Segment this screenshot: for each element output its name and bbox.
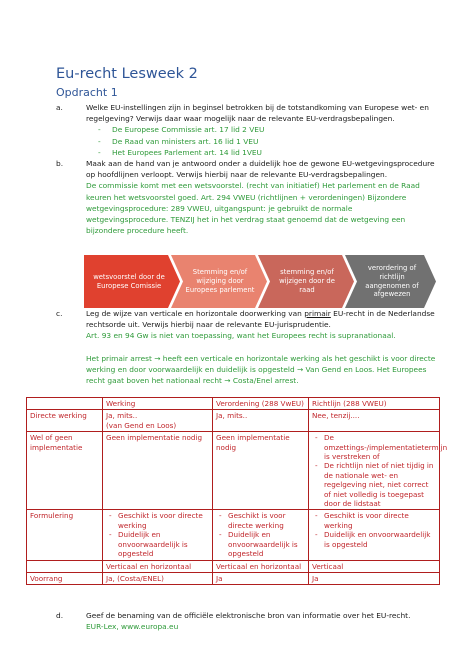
question-c: [56, 308, 436, 386]
table-cell: Geen implementatie nodig: [213, 432, 309, 510]
table-row: [27, 572, 440, 584]
table-cell: Ja: [213, 572, 309, 584]
answer-b-text: De commissie komt met een wetsvoorstel. (recht van initiatief) Het parlement en de Raad keuren het wetsvoorstel goed. Art. 294 VWEU (richtlijnen + verordeningen) Bijzondere wetgevingsprocedure: 289 VWEU, uitgangspunt: je gebruikt de normale wetgevingsprocedure. TENZIJ het in het verdrag staat genoemd dat de wetgeving een bijzondere procedure heeft.: [86, 181, 420, 236]
question-a: [56, 102, 436, 158]
table-cell: Ja, mits..: [213, 410, 309, 432]
table-header-row: [27, 398, 440, 410]
bullet-item: - De omzettings-/implementatietermijn is verstreken of: [315, 433, 448, 462]
table-cell: [103, 510, 213, 560]
answer-c-text-1: Art. 93 en 94 Gw is niet van toepassing, want het Europees recht is supranationaal.: [86, 331, 396, 341]
question-d-label: d.: [56, 611, 64, 620]
process-step-3: stemming en/of wijzigen door de raad: [279, 268, 335, 294]
bullet-item: - Geschikt is voor directe werking: [315, 511, 409, 530]
question-d: [56, 610, 436, 632]
process-step-1: wetsvoorstel door de Europese Comissie: [93, 272, 165, 290]
table-cell: Verticaal en horizontaal: [213, 560, 309, 572]
table-row: [27, 510, 440, 560]
bullet-item: - Duidelijk en onvoorwaardelijk is opgesteld: [219, 530, 298, 559]
bullet-item: - Geschikt is voor directe werking: [109, 511, 203, 530]
question-b: [56, 158, 436, 236]
bullet-item: - Duidelijk en onvoorwaardelijk is opgesteld: [315, 530, 431, 549]
table-cell: Ja, (Costa/ENEL): [103, 572, 213, 584]
answer-a-item: - De Raad van ministers art. 16 lid 1 VEU: [98, 136, 259, 146]
table-cell: [309, 510, 440, 560]
question-b-text: Maak aan de hand van je antwoord onder a duidelijk hoe de gewone EU-wetgevingsprocedure op hoofdlijnen verloopt. Verwijs hierbij naar de relevante EU-verdragsbepalingen.: [86, 159, 435, 180]
bullet-item: - De richtlijn niet of niet tijdig in de nationale wet- en regelgeving niet, niet correct of niet volledig is toegepast door de lidstaat: [315, 461, 434, 509]
answer-d-link[interactable]: EUR-Lex, www.europa.eu: [86, 622, 179, 632]
table-cell: Verticaal en horizontaal: [103, 560, 213, 572]
answer-a-item: - Het Europees Parlement art. 14 lid 1VEU: [98, 147, 262, 157]
table-cell: Nee, tenzij....: [309, 410, 440, 432]
bullet-item: - Geschikt is voor directe werking: [219, 511, 286, 530]
question-a-label: a.: [56, 103, 63, 112]
row-label: Directe werking: [27, 410, 103, 432]
table-header-cell: Richtlijn (288 VWEU): [309, 398, 440, 410]
table-cell: Ja: [309, 572, 440, 584]
bullet-item: - Duidelijk en onvoorwaardelijk is opgesteld: [109, 530, 188, 559]
table-header-cell: Verordening (288 VwEU): [213, 398, 309, 410]
row-label: [27, 560, 103, 572]
row-label: Wel of geen implementatie: [27, 432, 103, 510]
table-cell: Geen implementatie nodig: [103, 432, 213, 510]
process-step-2: Stemming en/of wijziging door Europees parlement: [185, 268, 255, 294]
row-label: Formulering: [27, 510, 103, 560]
answer-c-text-2: Het primair arrest → heeft een verticale en horizontale werking als het geschikt is voor directe werking en door voorwaardelijk en duidelijk is opgesteld → Van Gend en Loos. Het Europees recht gaat boven het nationaal recht → Costa/Enel arrest.: [86, 353, 436, 386]
question-c-label: c.: [56, 309, 63, 318]
answer-a-item: - De Europese Commissie art. 17 lid 2 VEU: [98, 125, 265, 135]
legislative-process-diagram: [84, 255, 436, 308]
process-step-4: verordering of richtlijn aangenomen of afgewezen: [365, 263, 419, 299]
table-row: [27, 410, 440, 432]
row-label: Voorrang: [27, 572, 103, 584]
table-cell: [213, 510, 309, 560]
table-cell: [309, 432, 448, 510]
table-row: [27, 560, 440, 572]
comparison-table: [26, 397, 448, 585]
table-cell: Ja, mits.. (van Gend en Loos): [103, 410, 213, 432]
question-a-text: Welke EU-instellingen zijn in beginsel betrokken bij de totstandkoming van Europese wet- en regelgeving? Verwijs daar waar mogelijk naar de relevante EU-verdragsbepalingen.: [86, 103, 429, 124]
table-cell: Verticaal: [309, 560, 440, 572]
page-title: Eu-recht Lesweek 2: [56, 66, 198, 82]
question-d-text: Geef de benaming van de officiële elektronische bron van informatie over het EU-recht.: [86, 611, 411, 620]
question-b-label: b.: [56, 159, 64, 168]
table-header-cell: Werking: [103, 398, 213, 410]
table-header-cell: [27, 398, 103, 410]
question-c-text: Leg de wijze van verticale en horizontale doorwerking van primair EU-recht in de Nederlandse rechtsorde uit. Verwijs hierbij naar de relevante EU-jurisprudentie.: [86, 309, 435, 330]
table-row: [27, 432, 440, 510]
section-subtitle: Opdracht 1: [56, 86, 118, 99]
